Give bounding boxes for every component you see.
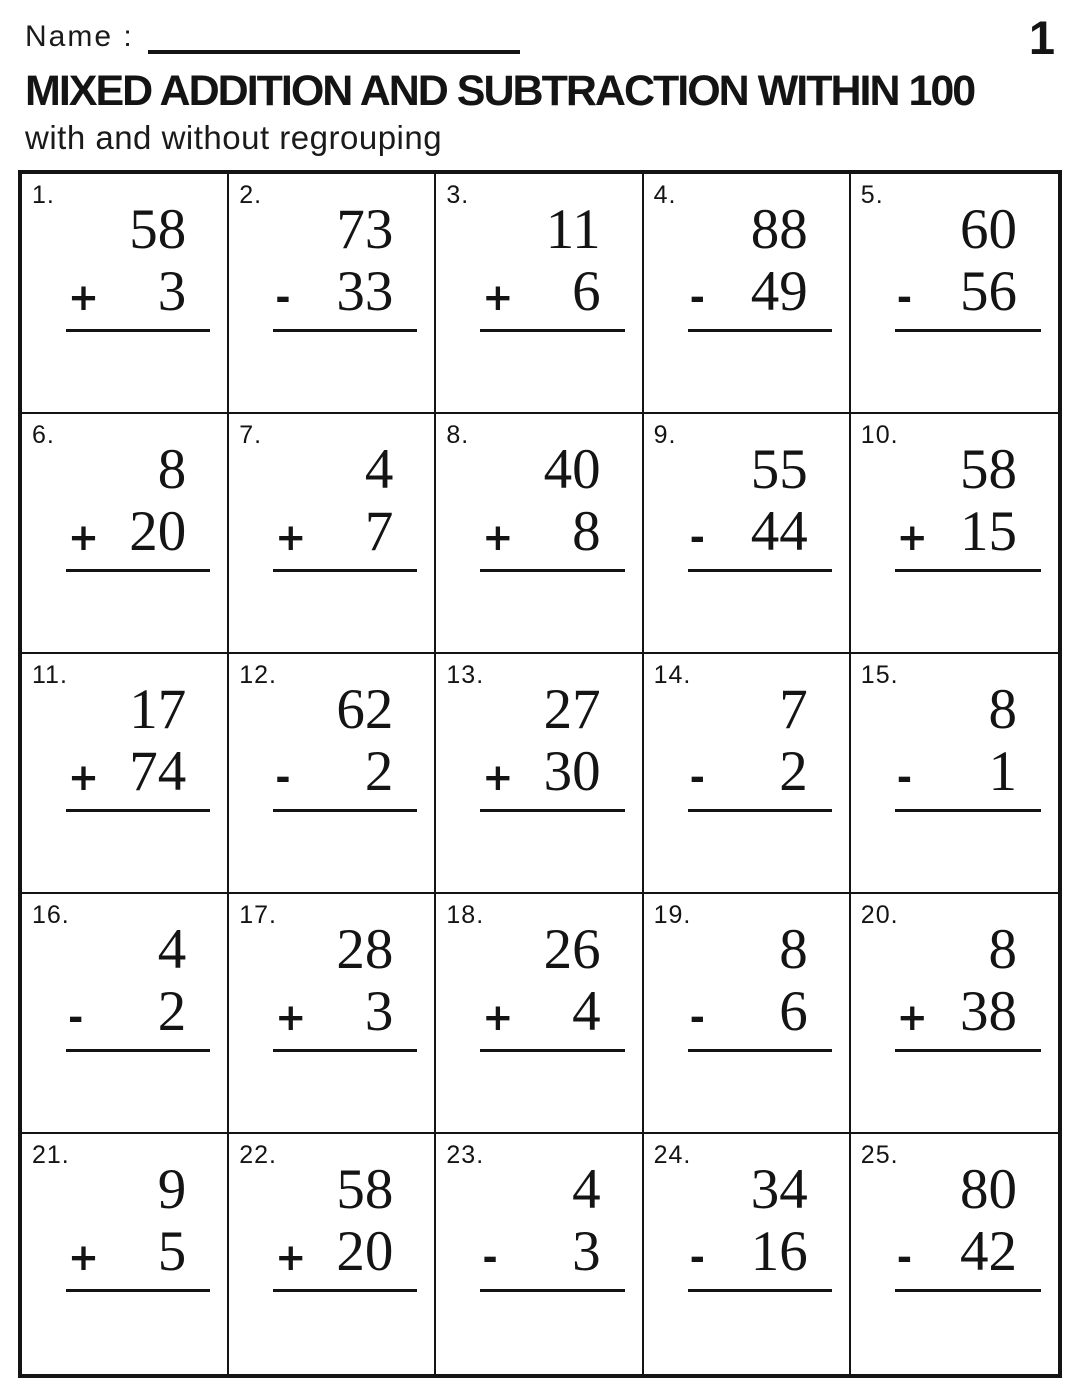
problem-cell-7 (229, 414, 436, 654)
problem-cell-17 (229, 894, 436, 1134)
problem (66, 678, 210, 812)
problem (273, 678, 417, 812)
problem-cell-12 (229, 654, 436, 894)
problem-number: 2. (239, 181, 263, 209)
operator: + (68, 276, 100, 320)
operator: - (689, 756, 705, 800)
top-operand: 62 (336, 678, 394, 741)
problem-number: 5. (860, 181, 884, 209)
bottom-operand: 3 (364, 980, 394, 1044)
bottom-operand: 16 (750, 1220, 808, 1284)
top-operand: 34 (750, 1158, 808, 1221)
bottom-operand: 49 (750, 260, 808, 324)
operator: - (275, 276, 291, 320)
operator: + (275, 1236, 307, 1280)
top-operand: 11 (545, 198, 601, 261)
bottom-operand: 6 (779, 980, 808, 1044)
answer-space (22, 1292, 227, 1362)
bottom-operand: 5 (157, 1220, 187, 1284)
top-operand: 7 (779, 678, 808, 741)
problem (688, 678, 832, 812)
top-operand: 28 (336, 918, 394, 981)
top-operand: 9 (157, 1158, 187, 1221)
problem (480, 198, 624, 332)
problem (273, 438, 417, 572)
answer-space (229, 1292, 434, 1362)
top-operand: 27 (543, 678, 601, 741)
problem-cell-22 (229, 1134, 436, 1374)
problem-number: 25. (860, 1141, 899, 1169)
answer-space (851, 812, 1058, 882)
answer-space (22, 572, 227, 642)
problem-cell-18 (436, 894, 643, 1134)
problem-cell-6 (22, 414, 229, 654)
problem-number: 6. (32, 421, 55, 449)
top-operand: 17 (129, 678, 187, 741)
bottom-operand: 1 (988, 740, 1017, 804)
problem-number: 19. (653, 901, 692, 929)
problem (895, 438, 1041, 572)
answer-space (644, 1292, 849, 1362)
bottom-operand: 56 (959, 260, 1017, 324)
problem-number: 8. (446, 421, 470, 449)
top-operand: 8 (988, 678, 1017, 741)
operator: - (689, 996, 705, 1040)
problem-cell-5 (851, 174, 1058, 414)
operator: - (896, 276, 913, 320)
bottom-operand: 20 (129, 500, 187, 564)
operator: - (689, 516, 705, 560)
answer-space (851, 1292, 1058, 1362)
answer-space (22, 812, 227, 882)
operator: - (275, 756, 291, 800)
bottom-operand: 2 (364, 740, 394, 804)
problem (688, 438, 832, 572)
top-operand: 4 (364, 438, 394, 501)
answer-space (644, 332, 849, 402)
answer-space (644, 1052, 849, 1122)
top-operand: 55 (750, 438, 808, 501)
problem-cell-25 (851, 1134, 1058, 1374)
problem-number: 11. (32, 661, 68, 689)
top-operand: 8 (779, 918, 808, 981)
problem (273, 918, 417, 1052)
bottom-operand: 7 (364, 500, 394, 564)
operator: + (68, 516, 100, 560)
answer-space (644, 812, 849, 882)
bottom-operand: 44 (750, 500, 808, 564)
problem-cell-21 (22, 1134, 229, 1374)
answer-space (229, 332, 434, 402)
top-operand: 40 (543, 438, 601, 501)
problem (688, 918, 832, 1052)
problem-cell-9 (644, 414, 851, 654)
bottom-operand: 33 (336, 260, 394, 324)
operator: - (482, 1236, 498, 1280)
problem-cell-19 (644, 894, 851, 1134)
problem-cell-20 (851, 894, 1058, 1134)
bottom-operand: 74 (129, 740, 187, 804)
problem (480, 1158, 624, 1292)
problem-number: 23. (446, 1141, 485, 1169)
problem-number: 24. (653, 1141, 692, 1169)
problem-number: 3. (446, 181, 470, 209)
answer-space (851, 332, 1058, 402)
name-row (25, 16, 1055, 54)
operator: + (482, 516, 514, 560)
bottom-operand: 2 (157, 980, 187, 1044)
problem (895, 678, 1041, 812)
top-operand: 88 (750, 198, 808, 261)
problem-number: 18. (446, 901, 485, 929)
problem-number: 1. (32, 181, 55, 209)
operator: + (896, 516, 928, 560)
bottom-operand: 4 (572, 980, 601, 1044)
problem (895, 918, 1041, 1052)
problem-number: 9. (653, 421, 677, 449)
problem-cell-8 (436, 414, 643, 654)
top-operand: 58 (129, 198, 187, 261)
top-operand: 73 (336, 198, 394, 261)
operator: + (275, 516, 307, 560)
bottom-operand: 6 (572, 260, 601, 324)
worksheet-title: MIXED ADDITION AND SUBTRACTION WITHIN 100 (25, 67, 975, 115)
operator: + (896, 996, 928, 1040)
problem (66, 1158, 210, 1292)
problem (895, 198, 1041, 332)
operator: + (482, 996, 514, 1040)
name-blank-line (148, 16, 520, 54)
operator: - (896, 1236, 913, 1280)
problem-number: 16. (32, 901, 70, 929)
problem-cell-24 (644, 1134, 851, 1374)
problems-grid (18, 170, 1062, 1378)
problem-number: 10. (860, 421, 899, 449)
problem-cell-1 (22, 174, 229, 414)
operator: + (68, 756, 100, 800)
top-operand: 4 (157, 918, 187, 981)
operator: + (482, 276, 514, 320)
bottom-operand: 8 (572, 500, 601, 564)
bottom-operand: 42 (959, 1220, 1017, 1284)
answer-space (229, 812, 434, 882)
operator: + (482, 756, 514, 800)
answer-space (229, 572, 434, 642)
problem-number: 12. (239, 661, 277, 689)
problem-cell-4 (644, 174, 851, 414)
answer-space (22, 1052, 227, 1122)
answer-space (436, 1052, 641, 1122)
problem-cell-3 (436, 174, 643, 414)
problem (273, 1158, 417, 1292)
problem (66, 918, 210, 1052)
bottom-operand: 38 (959, 980, 1017, 1044)
answer-space (851, 1052, 1058, 1122)
problem (273, 198, 417, 332)
worksheet-subtitle: with and without regrouping (25, 119, 443, 156)
problem (66, 198, 210, 332)
answer-space (644, 572, 849, 642)
top-operand: 58 (336, 1158, 394, 1221)
problem-number: 21. (32, 1141, 70, 1169)
problem (66, 438, 210, 572)
answer-space (851, 572, 1058, 642)
problem-number: 14. (653, 661, 692, 689)
answer-space (436, 1292, 641, 1362)
problem (480, 918, 624, 1052)
bottom-operand: 20 (336, 1220, 394, 1284)
problem-number: 7. (239, 421, 263, 449)
top-operand: 80 (959, 1158, 1017, 1221)
problem-number: 13. (446, 661, 485, 689)
answer-space (22, 332, 227, 402)
problem (688, 198, 832, 332)
top-operand: 26 (543, 918, 601, 981)
problem-cell-16 (22, 894, 229, 1134)
page-number: 1 (1028, 11, 1054, 64)
top-operand: 58 (959, 438, 1017, 501)
problem-number: 22. (239, 1141, 277, 1169)
problem-number: 4. (653, 181, 677, 209)
bottom-operand: 15 (959, 500, 1017, 564)
top-operand: 8 (988, 918, 1017, 981)
problem-cell-10 (851, 414, 1058, 654)
top-operand: 8 (157, 438, 187, 501)
worksheet-header (0, 0, 1080, 157)
problem-number: 15. (860, 661, 899, 689)
answer-space (436, 572, 641, 642)
problem-cell-15 (851, 654, 1058, 894)
problem (480, 438, 624, 572)
problem-cell-11 (22, 654, 229, 894)
operator: - (689, 1236, 705, 1280)
bottom-operand: 30 (543, 740, 601, 804)
problem (688, 1158, 832, 1292)
problem-cell-2 (229, 174, 436, 414)
top-operand: 60 (959, 198, 1017, 261)
operator: - (689, 276, 705, 320)
problem (895, 1158, 1041, 1292)
problem-cell-23 (436, 1134, 643, 1374)
problem-cell-13 (436, 654, 643, 894)
answer-space (229, 1052, 434, 1122)
bottom-operand: 2 (779, 740, 808, 804)
problem-cell-14 (644, 654, 851, 894)
bottom-operand: 3 (157, 260, 187, 324)
problem-number: 17. (239, 901, 277, 929)
operator: - (896, 756, 913, 800)
problem (480, 678, 624, 812)
name-label: Name : (25, 20, 134, 53)
operator: + (68, 1236, 100, 1280)
answer-space (436, 812, 641, 882)
operator: + (275, 996, 307, 1040)
operator: - (68, 996, 84, 1040)
bottom-operand: 3 (572, 1220, 601, 1284)
top-operand: 4 (572, 1158, 601, 1221)
problem-number: 20. (860, 901, 899, 929)
answer-space (436, 332, 641, 402)
